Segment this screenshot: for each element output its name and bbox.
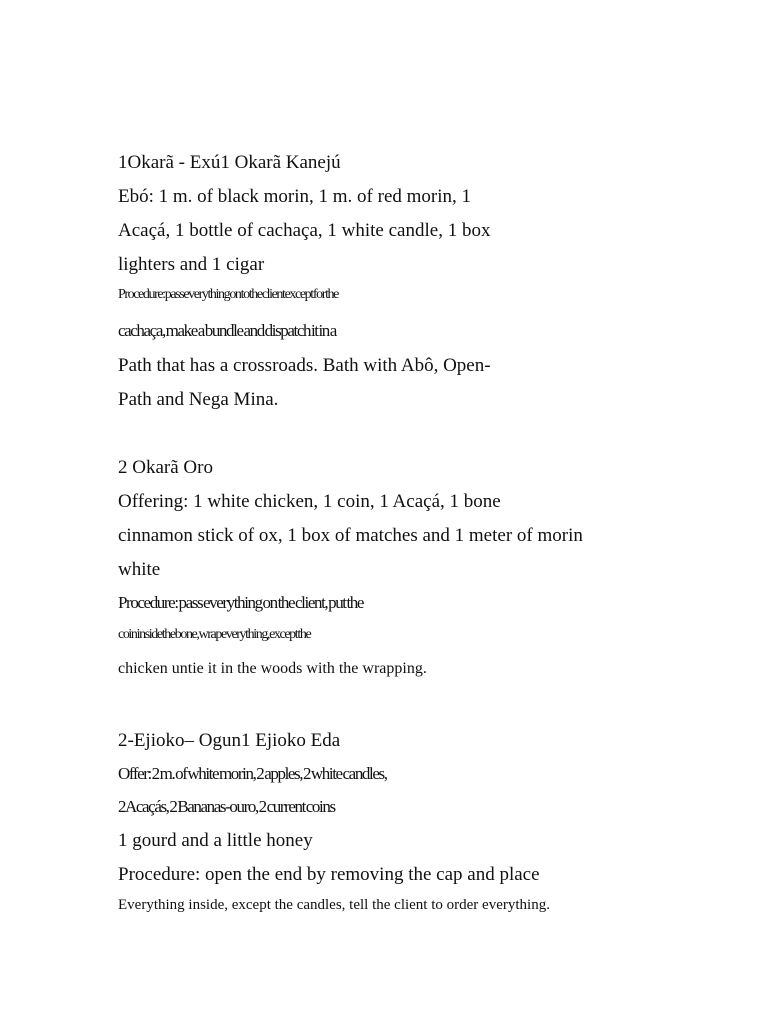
text-line: cinnamon stick of ox, 1 box of matches and 1 meter of morin <box>118 525 583 546</box>
text-line: Acaçá, 1 bottle of cachaça, 1 white candle, 1 box <box>118 220 491 241</box>
text-line: Offering: 1 white chicken, 1 coin, 1 Acaçá, 1 bone <box>118 491 501 512</box>
section-title: 2 Okarã Oro <box>118 457 213 478</box>
text-line: Procedure: open the end by removing the cap and place <box>118 864 540 885</box>
text-line: 1 gourd and a little honey <box>118 830 313 851</box>
text-line: white <box>118 559 161 580</box>
text-line: chicken untie it in the woods with the wrapping. <box>118 660 427 677</box>
text-line: 2 Acaçás, 2 Bananas-ouro, 2 current coins <box>118 797 335 816</box>
text-line: Offer: 2 m. of white morin, 2 apples, 2 white candles, <box>118 764 387 783</box>
text-line: Path that has a crossroads. Bath with Abô, Open- <box>118 355 491 376</box>
text-line: Everything inside, except the candles, tell the client to order everything. <box>118 897 550 913</box>
text-line: cachaça, make a bundle and dispatch it in a <box>118 321 336 340</box>
text-line: Path and Nega Mina. <box>118 389 279 410</box>
text-line: coin inside the bone, wrap everything, except the <box>118 627 311 642</box>
section-title: 2-Ejioko– Ogun1 Ejioko Eda <box>118 730 341 751</box>
text-line: Ebó: 1 m. of black morin, 1 m. of red morin, 1 <box>118 186 472 207</box>
text-line: Procedure: pass everything on the client, put the <box>118 593 364 612</box>
text-line: Procedure: pass everything on to the client except for the <box>118 287 338 302</box>
text-line: lighters and 1 cigar <box>118 254 265 275</box>
section-title: 1Okarã - Exú1 Okarã Kanejú <box>118 152 341 173</box>
